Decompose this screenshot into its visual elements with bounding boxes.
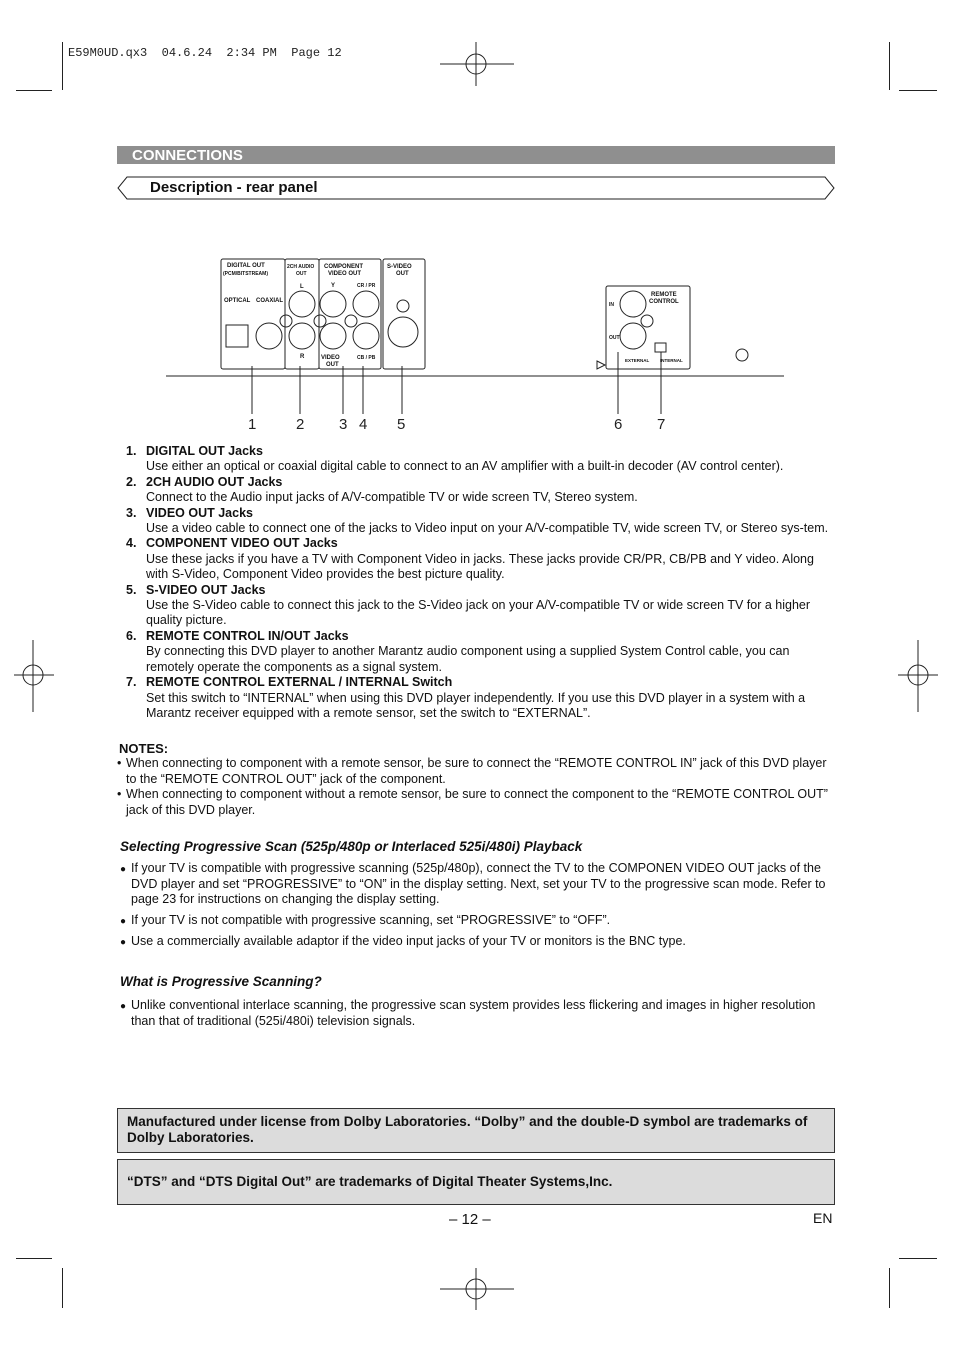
bullet: •: [117, 787, 122, 802]
progressive-heading: Selecting Progressive Scan (525p/480p or Interlaced 525i/480i) Playback: [120, 839, 583, 854]
progressive-text: Use a commercially available adaptor if the video input jacks of your TV or monitors is the BNC type.: [131, 934, 686, 949]
bullet: ●: [120, 864, 127, 876]
what-is-heading: What is Progressive Scanning?: [120, 974, 322, 989]
list-item: [126, 506, 836, 537]
item-body: Use either an optical or coaxial digital cable to connect to an AV amplifier with a built-in decoder (AV control center).: [146, 459, 784, 474]
item-number: 5.: [126, 582, 137, 597]
list-item: [117, 756, 835, 787]
item-list: [126, 444, 836, 721]
list-item: [117, 787, 835, 818]
label-left: L: [300, 284, 304, 290]
label-remote-2: CONTROL: [649, 299, 679, 305]
subheading-title: Description - rear panel: [150, 179, 318, 196]
progressive-section: [120, 839, 836, 950]
bullet: ●: [120, 915, 127, 927]
label-svideo-2: OUT: [396, 271, 409, 277]
label-internal: INTERNAL: [660, 358, 683, 363]
bullet: ●: [120, 937, 127, 949]
list-item: [126, 536, 836, 582]
label-audio-out-2: OUT: [296, 271, 307, 277]
callout-7: 7: [657, 416, 666, 433]
list-item: [126, 629, 836, 675]
trademark-dolby: Manufactured under license from Dolby Laboratories. “Dolby” and the double-D symbol are trademarks of Dolby Laboratories.: [127, 1114, 808, 1145]
list-item: [126, 444, 836, 475]
item-title: VIDEO OUT Jacks: [146, 505, 253, 520]
label-cb-pb: CB / PB: [357, 355, 376, 361]
trademark-dolby-box: [117, 1108, 835, 1153]
label-audio-out: 2CH AUDIO: [287, 264, 315, 270]
item-title: REMOTE CONTROL IN/OUT Jacks: [146, 628, 349, 643]
item-number: 7.: [126, 675, 137, 690]
item-number: 2.: [126, 474, 137, 489]
label-component-2: VIDEO OUT: [328, 271, 362, 277]
list-item: [120, 998, 836, 1029]
item-number: 3.: [126, 505, 137, 520]
label-right: R: [300, 354, 305, 360]
list-item: [120, 934, 836, 950]
item-number: 1.: [126, 444, 137, 458]
language-code: EN: [813, 1210, 833, 1226]
bullet: ●: [120, 1001, 127, 1013]
page-number: – 12 –: [449, 1211, 491, 1228]
trademark-dts-box: [117, 1159, 835, 1205]
label-digital-out-sub: (PCM/BITSTREAM): [223, 271, 268, 277]
label-out: OUT: [609, 335, 620, 341]
notes-heading: NOTES:: [119, 741, 169, 756]
callout-3: 3: [339, 416, 348, 433]
label-cr-pr: CR / PR: [357, 283, 376, 289]
note-text: When connecting to component without a remote sensor, be sure to connect the component to the “REMOTE CONTROL OUT” jack of this DVD player.: [126, 787, 828, 817]
item-number: 6.: [126, 628, 137, 643]
callout-1: 1: [248, 416, 257, 433]
section-header: [117, 146, 835, 164]
trademark-dts: “DTS” and “DTS Digital Out” are trademarks of Digital Theater Systems,Inc.: [127, 1174, 613, 1189]
label-in: IN: [609, 302, 614, 308]
note-text: When connecting to component with a remote sensor, be sure to connect the “REMOTE CONTROL IN” jack of this DVD player to the “REMOTE CONTROL OUT” jack of the component.: [126, 756, 827, 786]
progressive-text: If your TV is compatible with progressive scanning (525p/480p), connect the TV to the COMPONEN VIDEO OUT jacks of the DVD player and set “PROGRESSIVE” to “ON” in the display setting. Next, set your TV to the progressive scan mode. Refer to page 23 for instructions on changing the display setting.: [131, 861, 826, 907]
item-body: Use the S-Video cable to connect this jack to the S-Video jack on your A/V-compatible TV or wide screen TV for a higher quality picture.: [146, 598, 811, 628]
label-y: Y: [331, 283, 336, 289]
callout-5: 5: [397, 416, 406, 433]
item-title: REMOTE CONTROL EXTERNAL / INTERNAL Switch: [146, 675, 453, 690]
item-title: S-VIDEO OUT Jacks: [146, 582, 266, 597]
rear-panel-diagram: [160, 252, 790, 422]
label-digital-out: DIGITAL OUT: [227, 263, 265, 269]
bullet: •: [117, 756, 122, 771]
label-remote: REMOTE: [651, 292, 677, 298]
callout-6: 6: [614, 416, 623, 433]
label-coaxial: COAXIAL: [256, 298, 283, 304]
section-title: CONNECTIONS: [132, 147, 243, 164]
subheading-banner: [117, 176, 835, 200]
list-item: [120, 861, 836, 907]
label-component: COMPONENT: [324, 264, 363, 270]
list-item: [120, 913, 836, 929]
item-body: Set this switch to “INTERNAL” when using this DVD player independently. If you use this DVD player in a system with a Marantz receiver equipped with a remote sensor, set the switch to “EXTERNAL”.: [146, 690, 806, 720]
notes-section: [117, 741, 835, 818]
item-body: Use a video cable to connect one of the jacks to Video input on your A/V-compatible TV, wide screen TV, or Stereo sys-tem.: [146, 521, 829, 536]
label-optical: OPTICAL: [224, 298, 251, 304]
label-external: EXTERNAL: [625, 358, 650, 363]
label-svideo: S-VIDEO: [387, 264, 412, 270]
callout-2: 2: [296, 416, 305, 433]
what-is-section: [120, 974, 836, 1029]
item-body: By connecting this DVD player to another Marantz audio component using a supplied System Control cable, you can remotely operate the components as a signal system.: [146, 644, 790, 674]
print-slug: E59M0UD.qx3 04.6.24 2:34 PM Page 12: [68, 46, 342, 60]
item-body: Connect to the Audio input jacks of A/V-compatible TV or wide screen TV, Stereo system.: [146, 490, 638, 505]
list-item: [126, 583, 836, 629]
item-body: Use these jacks if you have a TV with Component Video in jacks. These jacks provide CR/PR, CB/PB and Y video. Along with S-Video, Component Video provides the best picture quality.: [146, 551, 814, 582]
item-title: DIGITAL OUT Jacks: [146, 444, 263, 458]
list-item: [126, 475, 836, 506]
item-title: COMPONENT VIDEO OUT Jacks: [146, 536, 338, 551]
callout-4: 4: [359, 416, 368, 433]
label-video-out: VIDEO: [321, 355, 340, 361]
label-video-out-2: OUT: [326, 362, 339, 368]
what-is-text: Unlike conventional interlace scanning, the progressive scan system provides less flickering and images in higher resolution than that of traditional (525i/480i) television signals.: [131, 998, 816, 1028]
item-number: 4.: [126, 536, 137, 551]
list-item: [126, 675, 836, 721]
progressive-text: If your TV is not compatible with progressive scanning, set “PROGRESSIVE” to “OFF”.: [131, 912, 611, 927]
item-title: 2CH AUDIO OUT Jacks: [146, 474, 283, 489]
